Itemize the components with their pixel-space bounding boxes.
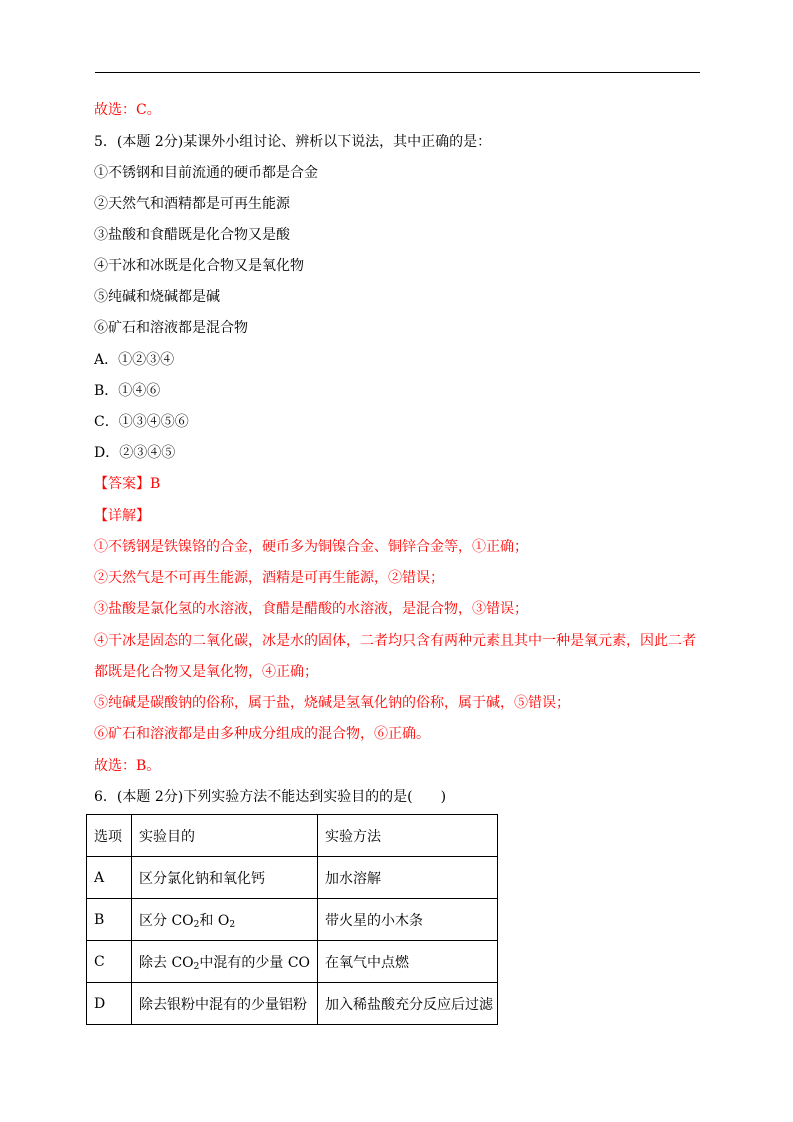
table-header-cell: 实验目的 [132, 815, 318, 857]
q5-detail-line: 都既是化合物又是氧化物，④正确； [94, 664, 318, 680]
q5-option-d: D．②③④⑤ [94, 445, 176, 461]
q5-stem: 5．(本题 2分)某课外小组讨论、辨析以下说法，其中正确的是： [94, 134, 492, 150]
table-row [87, 983, 498, 1025]
q5-conclusion: 故选：B。 [94, 758, 161, 774]
q5-detail-heading: 【详解】 [94, 508, 150, 524]
table-cell-option: C [87, 941, 132, 983]
q5-detail-line: ⑥矿石和溶液都是由多种成分组成的混合物，⑥正确。 [94, 726, 430, 742]
q5-option-b: B．①④⑥ [94, 383, 161, 399]
q5-statement: ①不锈钢和目前流通的硬币都是合金 [94, 165, 318, 181]
q5-detail-line: ①不锈钢是铁镍铬的合金，硬币多为铜镍合金、铜锌合金等，①正确； [94, 539, 528, 555]
purpose-text: 除去 CO [139, 954, 194, 971]
q5-statement: ③盐酸和食醋既是化合物又是酸 [94, 227, 290, 243]
table-cell-method: 带火星的小木条 [318, 899, 498, 941]
table-cell-option: D [87, 983, 132, 1025]
subscript: 2 [193, 961, 200, 972]
q6-stem: 6．(本题 2分)下列实验方法不能达到实验目的的是( ) [94, 789, 447, 805]
q5-detail-line: ③盐酸是氯化氢的水溶液，食醋是醋酸的水溶液，是混合物，③错误； [94, 601, 528, 617]
table-cell-method: 加入稀盐酸充分反应后过滤 [318, 983, 498, 1025]
table-header-row [87, 815, 498, 857]
purpose-text: 中混有的少量 CO [199, 954, 311, 971]
q5-answer: 【答案】B [94, 476, 161, 492]
subscript: 2 [193, 919, 200, 930]
subscript: 2 [229, 919, 236, 930]
table-cell-purpose: 除去银粉中混有的少量铝粉 [132, 983, 318, 1025]
q5-statement: ④干冰和冰既是化合物又是氧化物 [94, 258, 304, 274]
q5-detail-line: ④干冰是固态的二氧化碳，冰是水的固体，二者均只含有两种元素且其中一种是氧元素，因此二者 [94, 633, 696, 649]
table-cell-method: 在氧气中点燃 [318, 941, 498, 983]
table-row [87, 941, 498, 983]
table-cell-option: A [87, 857, 132, 899]
table-cell-purpose: 区分氯化钠和氧化钙 [132, 857, 318, 899]
q5-statement: ⑥矿石和溶液都是混合物 [94, 320, 248, 336]
header-rule [95, 72, 700, 73]
q5-detail-line: ②天然气是不可再生能源，酒精是可再生能源，②错误； [94, 570, 444, 586]
q5-detail-line: ⑤纯碱是碳酸钠的俗称，属于盐，烧碱是氢氧化钠的俗称，属于碱，⑤错误； [94, 695, 570, 711]
table-cell-option: B [87, 899, 132, 941]
table-cell-method: 加水溶解 [318, 857, 498, 899]
q5-statement: ⑤纯碱和烧碱都是碱 [94, 289, 220, 305]
table-header-cell: 选项 [87, 815, 132, 857]
q5-statement: ②天然气和酒精都是可再生能源 [94, 196, 290, 212]
table-cell-purpose [132, 899, 318, 941]
table-cell-purpose [132, 941, 318, 983]
q5-option-a: A．①②③④ [94, 352, 175, 368]
q5-option-c: C．①③④⑤⑥ [94, 414, 189, 430]
prev-answer: 故选：C。 [94, 102, 161, 118]
purpose-text: 区分 CO [139, 912, 194, 929]
table-row [87, 899, 498, 941]
table-row [87, 857, 498, 899]
purpose-text: 和 O [199, 912, 230, 929]
q6-table [86, 814, 498, 1025]
table-header-cell: 实验方法 [318, 815, 498, 857]
